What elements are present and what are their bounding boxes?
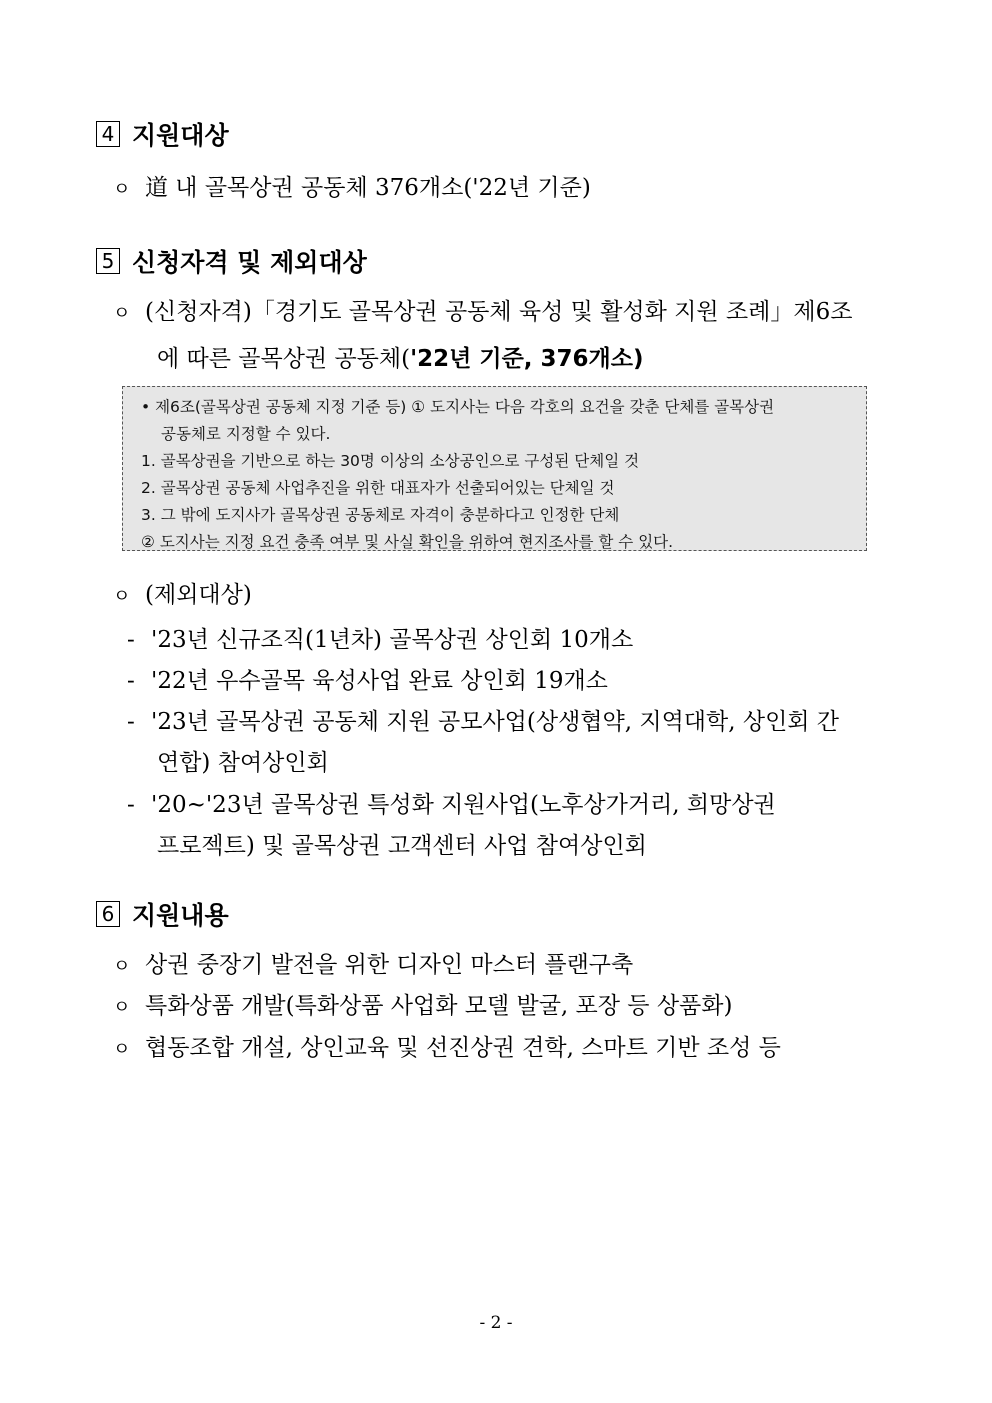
- bullet-mark: ㅇ: [113, 303, 131, 324]
- bullet-mark: ㅇ: [113, 179, 131, 200]
- ordinance-box: [122, 386, 867, 551]
- section-heading-6: [96, 896, 229, 932]
- exclusion-item: [127, 703, 839, 736]
- box-line: ② 도지사는 지정 요건 충족 여부 및 사실 확인을 위하여 현지조사를 할 수 있다.: [141, 533, 674, 551]
- exclusion-item: [127, 621, 633, 654]
- exclusion-text: '20~'23년 골목상권 특성화 지원사업(노후상가거리, 희망상권: [151, 792, 776, 818]
- list-item: [113, 292, 852, 334]
- box-line: 1. 골목상권을 기반으로 하는 30명 이상의 소상공인으로 구성된 단체일 것: [141, 452, 640, 470]
- support-text: 협동조합 개설, 상인교육 및 선진상권 견학, 스마트 기반 조성 등: [145, 1035, 781, 1061]
- exclusion-head: (제외대상): [145, 582, 252, 608]
- section-number: 5: [96, 248, 120, 274]
- dash-mark: -: [127, 792, 135, 818]
- eligibility-line2b: '22년 기준, 376개소): [410, 346, 644, 372]
- box-line: 3. 그 밖에 도지사가 골목상권 공동체로 자격이 충분하다고 인정한 단체: [141, 506, 620, 524]
- section-heading-5: [96, 243, 367, 279]
- list-item: [113, 945, 633, 987]
- support-text: 특화상품 개발(특화상품 사업화 모델 발굴, 포장 등 상품화): [145, 993, 733, 1019]
- section-number: 6: [96, 901, 120, 927]
- dash-mark: -: [127, 709, 135, 735]
- exclusion-text: '23년 골목상권 공동체 지원 공모사업(상생협약, 지역대학, 상인회 간: [151, 709, 840, 735]
- eligibility-line2a: 에 따른 골목상권 공동체(: [157, 346, 411, 372]
- list-item: [113, 986, 732, 1028]
- dash-mark: -: [127, 668, 135, 694]
- page-number: - 2 -: [479, 1313, 513, 1333]
- section-title: 신청자격 및 제외대상: [132, 248, 367, 277]
- section-heading-4: [96, 116, 229, 152]
- exclusion-continuation: 프로젝트) 및 골목상권 고객센터 사업 참여상인회: [157, 833, 647, 859]
- box-line: 2. 골목상권 공동체 사업추진을 위한 대표자가 선출되어있는 단체일 것: [141, 479, 615, 497]
- bullet-mark: ㅇ: [113, 586, 131, 607]
- bullet-mark: ㅇ: [113, 997, 131, 1018]
- eligibility-continuation: [157, 340, 644, 373]
- section-number: 4: [96, 121, 120, 147]
- section-title: 지원내용: [132, 901, 229, 930]
- bullet-mark: ㅇ: [113, 1039, 131, 1060]
- eligibility-text: (신청자격)「경기도 골목상권 공동체 육성 및 활성화 지원 조례」제6조: [145, 299, 853, 325]
- section-title: 지원대상: [132, 121, 229, 150]
- dash-mark: -: [127, 627, 135, 653]
- exclusion-continuation: 연합) 참여상인회: [157, 750, 329, 776]
- support-text: 상권 중장기 발전을 위한 디자인 마스터 플랜구축: [145, 952, 634, 978]
- box-line: 공동체로 지정할 수 있다.: [161, 425, 331, 443]
- bullet-mark: ㅇ: [113, 956, 131, 977]
- exclusion-item: [127, 786, 776, 819]
- box-line: • 제6조(골목상권 공동체 지정 기준 등) ① 도지사는 다음 각호의 요건을 갖춘 단체를 골목상권: [141, 398, 775, 416]
- list-item: [113, 168, 591, 210]
- list-item: [113, 575, 252, 617]
- exclusion-text: '23년 신규조직(1년차) 골목상권 상인회 10개소: [151, 627, 634, 653]
- target-text: 道 내 골목상권 공동체 376개소('22년 기준): [145, 175, 591, 201]
- list-item: [113, 1028, 781, 1070]
- exclusion-text: '22년 우수골목 육성사업 완료 상인회 19개소: [151, 668, 608, 694]
- exclusion-item: [127, 662, 608, 695]
